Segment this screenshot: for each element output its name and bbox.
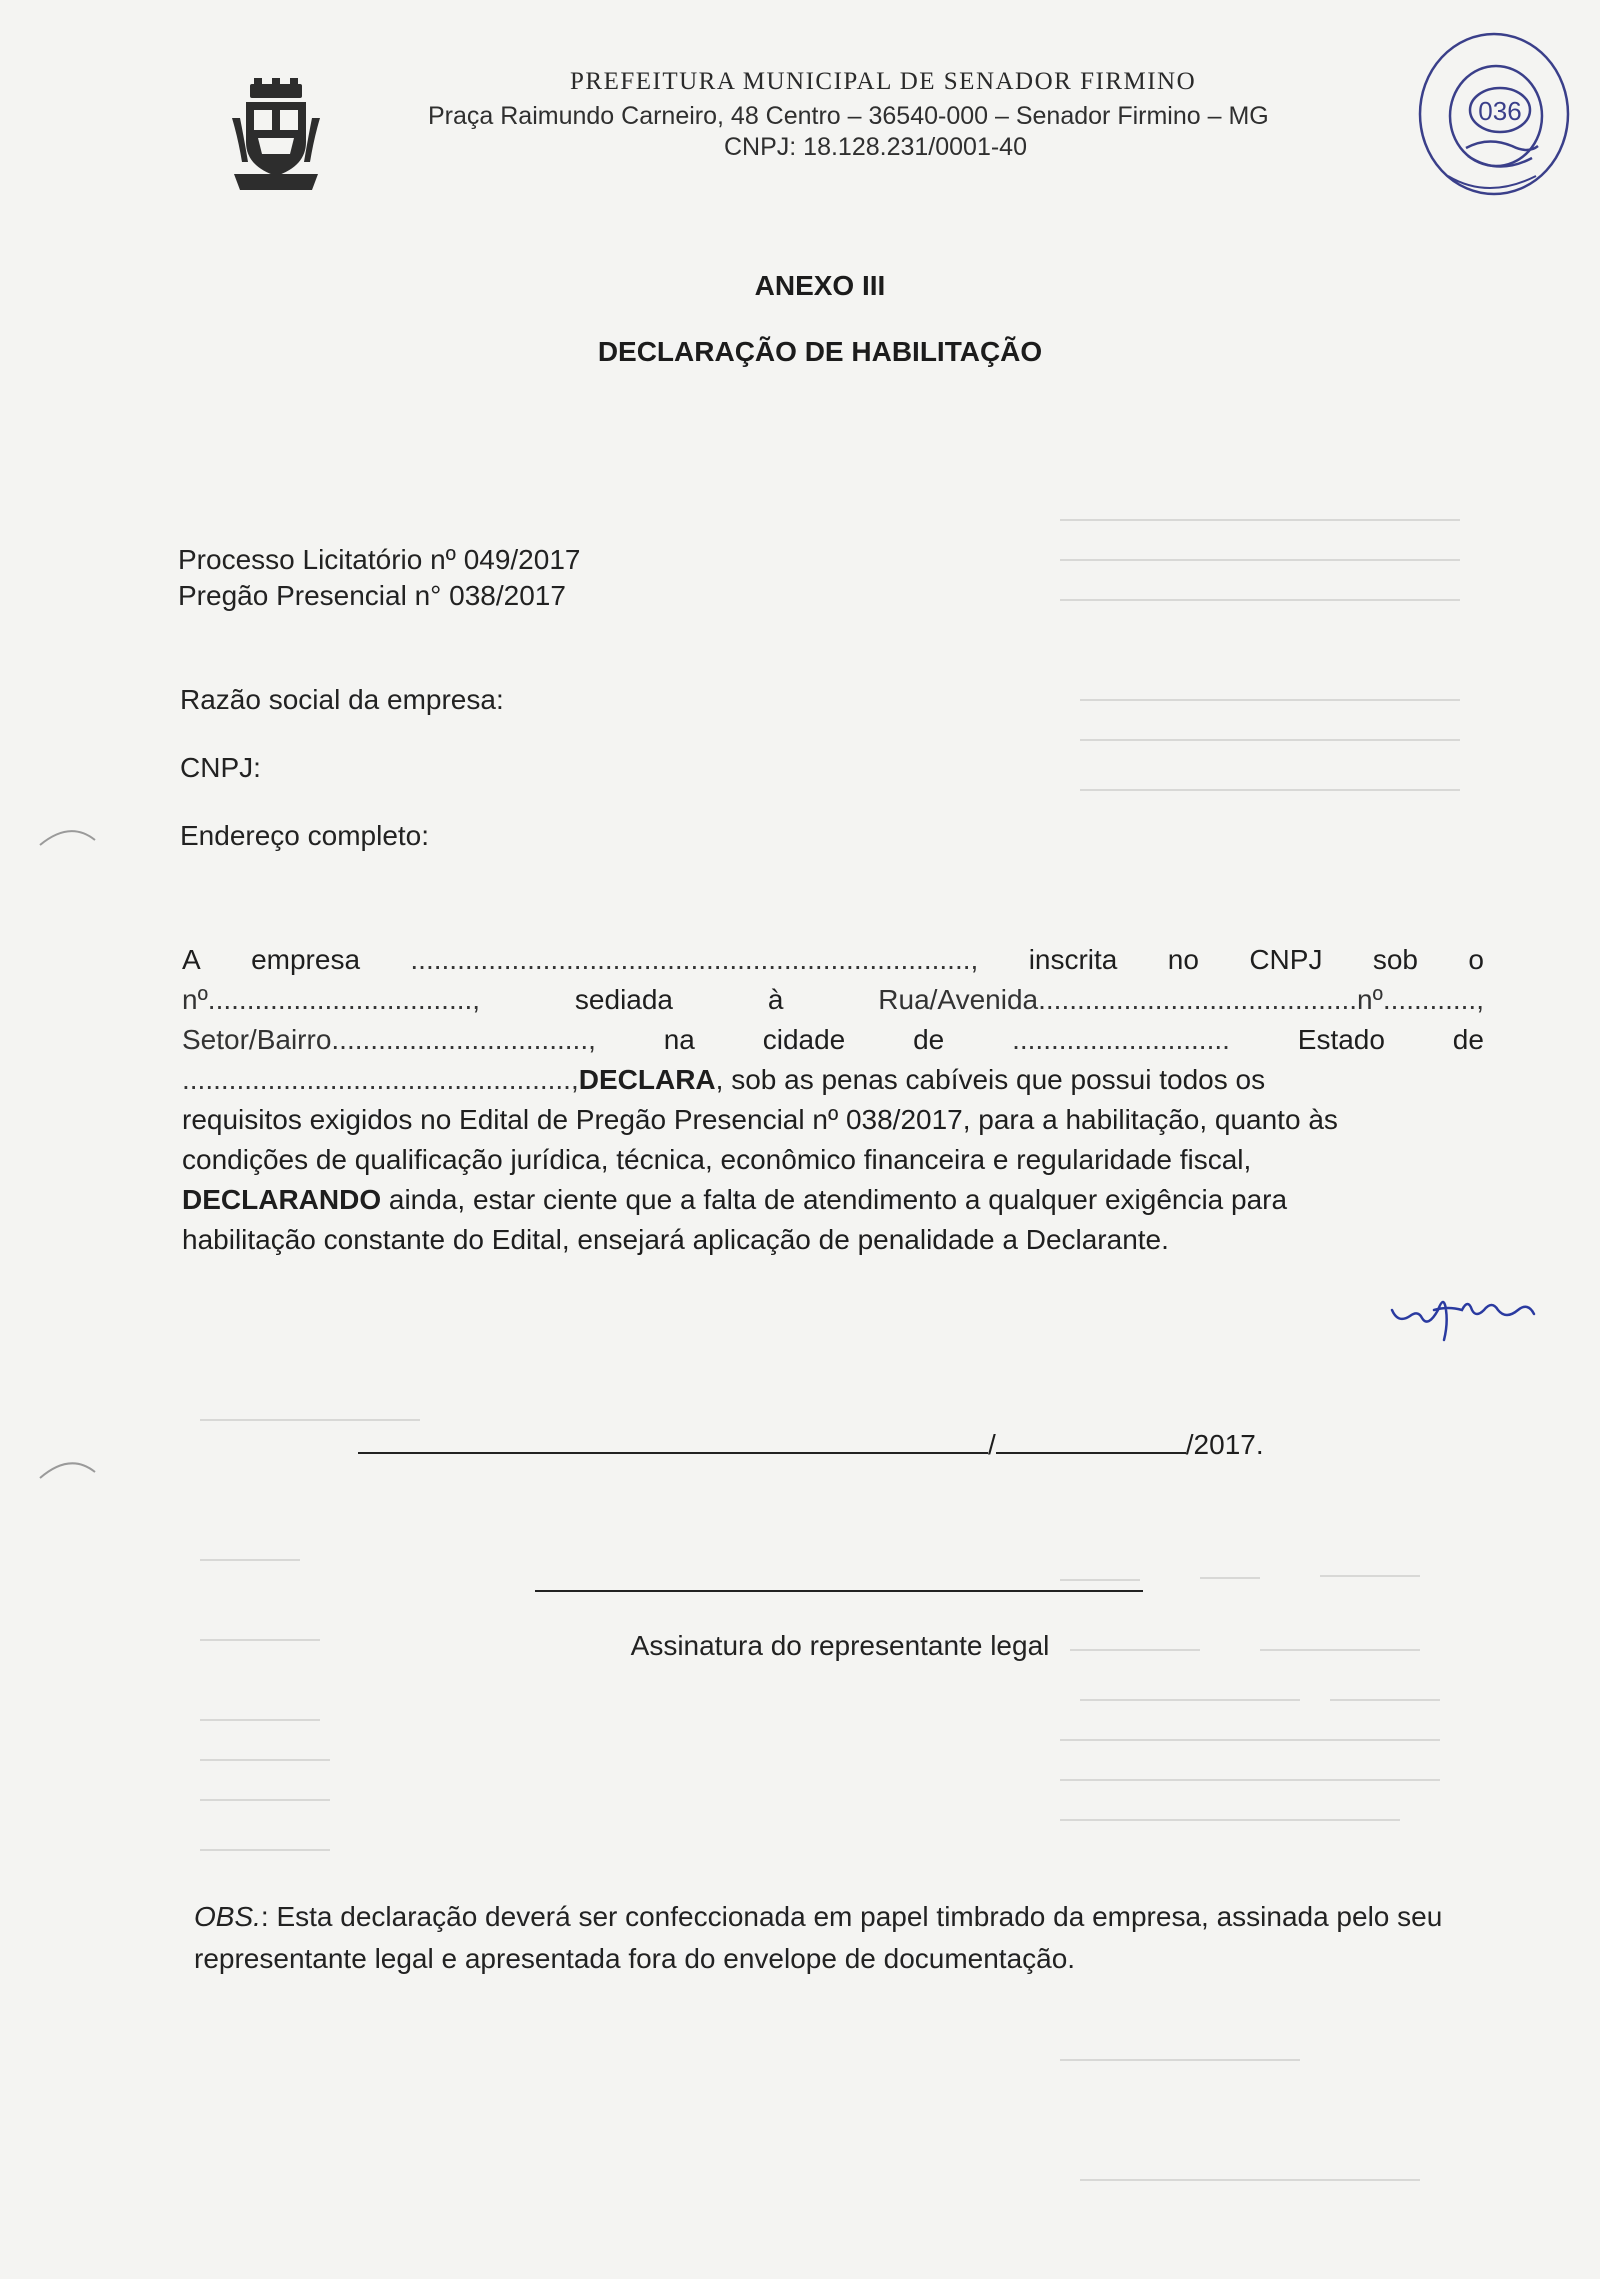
declaration-row-3: Setor/Bairro................................., na cidade de ............................ Estado de <box>182 1024 1484 1055</box>
obs-label: OBS. <box>194 1901 261 1932</box>
declaration-row-7: DECLARANDO ainda, estar ciente que a falta de atendimento a qualquer exigência para <box>182 1184 1288 1215</box>
annex-title: ANEXO III <box>754 270 886 301</box>
declaration-row-1: A empresa ........................................................................, inscrita no CNPJ sob o <box>182 944 1484 975</box>
declaration-row-4: .................................................., DECLARA , sob as penas cabíveis que possui todos os <box>182 1064 1266 1095</box>
field-endereco: Endereço completo: <box>180 820 430 851</box>
declaration-row-5: requisitos exigidos no Edital de Pregão Presencial nº 038/2017, para a habilitação, quanto às <box>182 1104 1338 1135</box>
org-name: PREFEITURA MUNICIPAL DE SENADOR FIRMINO <box>570 68 1197 95</box>
field-razao-social: Razão social da empresa: <box>180 684 504 715</box>
date-line <box>358 1424 1264 1464</box>
signature-line[interactable] <box>535 1590 1143 1592</box>
org-address: Praça Raimundo Carneiro, 48 Centro – 36540-000 – Senador Firmino – MG <box>428 102 1269 130</box>
obs-text: : Esta declaração deverá ser confeccionada em papel timbrado da empresa, assinada pelo seu representante legal e apresentada fora do envelope de documentação. <box>194 1901 1443 1974</box>
declaration-row-6: condições de qualificação jurídica, técnica, econômico financeira e regularidade fiscal, <box>182 1144 1252 1175</box>
stamp-number: 036 <box>1478 96 1522 126</box>
municipal-crest-icon <box>228 78 324 196</box>
date-separator: / <box>988 1429 996 1460</box>
signature-label: Assinatura do representante legal <box>630 1630 1050 1661</box>
declaration-paragraph <box>182 940 1484 1260</box>
pregao-number: Pregão Presencial n° 038/2017 <box>178 580 566 611</box>
observation-note <box>194 1896 1484 1980</box>
process-number: Processo Licitatório nº 049/2017 <box>178 544 581 575</box>
commission-stamp-icon <box>1408 26 1574 202</box>
declaration-title: DECLARAÇÃO DE HABILITAÇÃO <box>597 336 1043 367</box>
declaration-row-2: nº.................................., sediada à Rua/Avenida.........................................nº............, <box>182 984 1484 1015</box>
handwritten-initials-signature <box>1388 1280 1538 1360</box>
date-month-blank[interactable] <box>996 1424 1186 1454</box>
date-day-month-blank[interactable] <box>358 1424 988 1454</box>
org-cnpj: CNPJ: 18.128.231/0001-40 <box>724 133 1027 161</box>
declaration-row-8: habilitação constante do Edital, ensejará aplicação de penalidade a Declarante. <box>182 1224 1169 1255</box>
field-cnpj: CNPJ: <box>180 752 261 783</box>
date-year: /2017. <box>1185 1429 1264 1460</box>
